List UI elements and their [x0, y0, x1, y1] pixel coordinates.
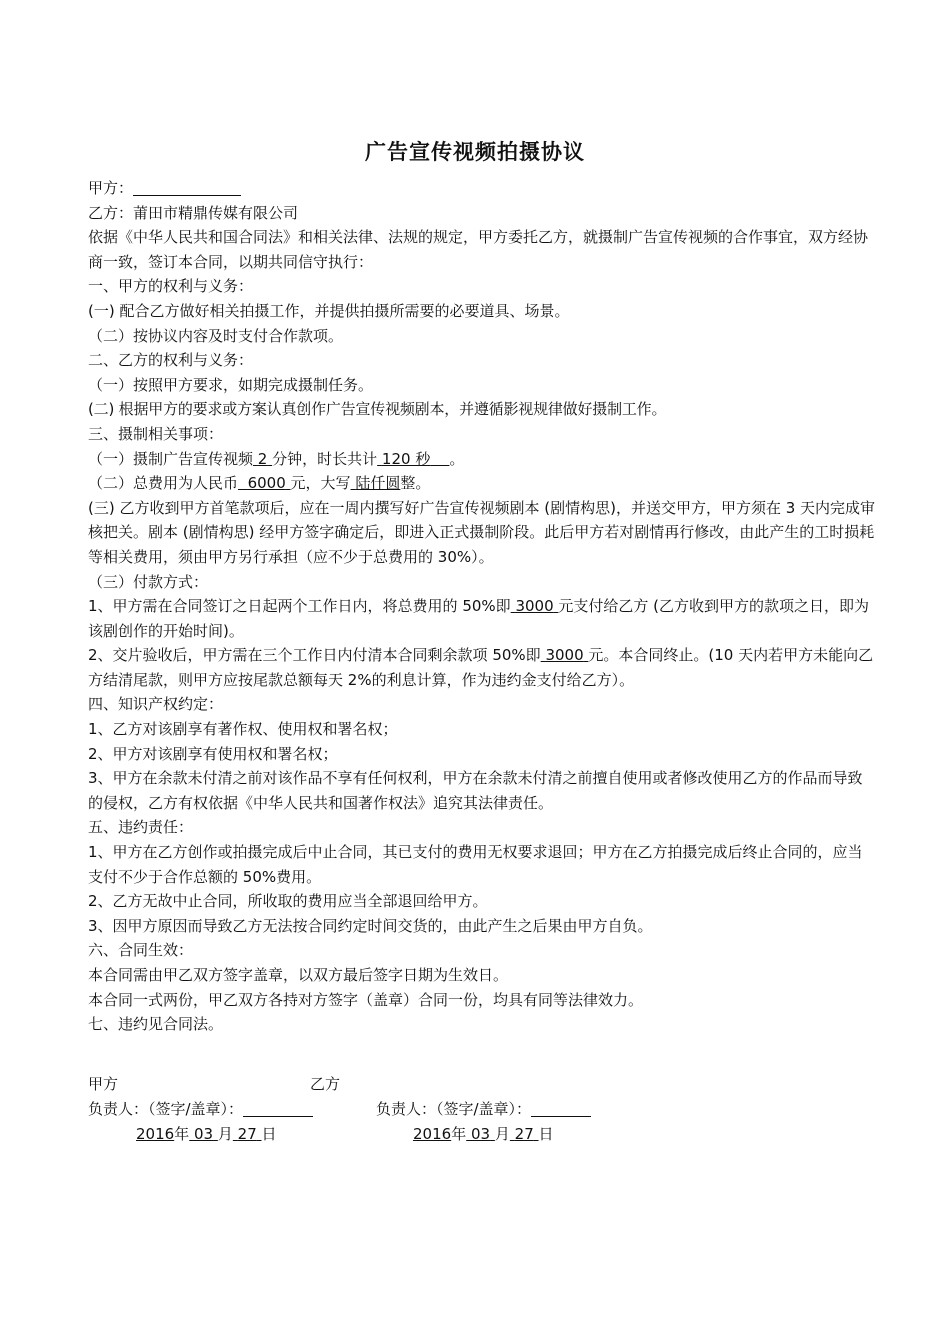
section-3-item-1 [88, 447, 876, 472]
day-unit: 日 [261, 1125, 277, 1143]
seconds-value: 120 秒 [381, 449, 431, 468]
section-2-item-2: (二) 根据甲方的要求或方案认真创作广告宣传视频剧本，并遵循影视规律做好摄制工作。 [88, 400, 667, 419]
section-4-item-2: 2、甲方对该剧享有使用权和署名权； [88, 744, 338, 763]
party-a-signature-blank [243, 1100, 313, 1117]
section-4-item-1: 1、乙方对该剧享有著作权、使用权和署名权； [88, 720, 398, 739]
party-a-line [88, 176, 876, 201]
section-6-title: 六、合同生效： [88, 941, 194, 960]
payment-clause-1 [88, 594, 876, 643]
section-5-item-2: 2、乙方无故中止合同，所收取的费用应当全部退回给甲方。 [88, 892, 488, 911]
section-1-title: 一、甲方的权利与义务： [88, 277, 254, 296]
fee-amount-cn-value: 陆仟圆 [355, 474, 401, 493]
section-3-item-4: （三）付款方式： [88, 572, 209, 591]
day-field [510, 1125, 539, 1143]
section-5-item-1: 1、甲方在乙方创作或拍摄完成后中止合同，其已支付的费用无权要求退回；甲方在乙方拍摄完成后终止合同的，应当支付不少于合作总额的 50%费用。 [88, 843, 863, 886]
signer-label: 负责人：（签字/盖章）： [88, 1100, 244, 1118]
year-value: 2016 [136, 1125, 175, 1143]
fee-amount-cn [351, 474, 401, 492]
party-b-line: 乙方：莆田市精鼎传媒有限公司 [88, 203, 299, 222]
party-b-date [413, 1123, 554, 1144]
party-a-date [136, 1123, 277, 1144]
party-a-signer [88, 1098, 313, 1119]
intro-paragraph: 依据《中华人民共和国合同法》和相关法律、法规的规定，甲方委托乙方，就摄制广告宣传视频的合作事宜，双方经协商一致，签订本合同，以期共同信守执行： [88, 228, 869, 271]
item-text: 分钟，时长共计 [272, 449, 378, 468]
section-5-item-3: 3、因甲方原因而导致乙方无法按合同约定时间交货的，由此产生之后果由甲方自负。 [88, 916, 653, 935]
item-text: 元，大写 [290, 474, 351, 493]
clause-text: 元支付给乙方 (乙方收到甲方的款项之日，即为该剧创作的开始时间)。 [88, 597, 870, 640]
year-unit: 年 [451, 1125, 467, 1143]
item-text: （二）总费用为人民币 [88, 474, 239, 493]
first-payment-value: 3000 [515, 597, 554, 616]
clause-text: 1、甲方需在合同签订之日起两个工作日内，将总费用的 50%即 [88, 597, 511, 616]
day-value: 27 [514, 1125, 534, 1143]
section-4-item-3: 3、甲方在余款未付清之前对该作品不享有任何权利，甲方在余款未付清之前擅自使用或者修改使用乙方的作品而导致的侵权，乙方有权依据《中华人民共和国著作权法》追究其法律责任。 [88, 769, 863, 812]
day-unit: 日 [538, 1125, 554, 1143]
section-7-title: 七、违约见合同法。 [88, 1015, 224, 1034]
section-5-title: 五、违约责任： [88, 818, 194, 837]
month-unit: 月 [217, 1125, 233, 1143]
party-b-signature-blank [531, 1100, 591, 1117]
contract-body [88, 176, 876, 1037]
clause-text: 元。本合同终止。(10 天内若甲方未能向乙方结清尾款，则甲方应按尾款总额每天 2%的利息计算，作为违约金支付给乙方）。 [88, 646, 874, 689]
signer-label: 负责人：（签字/盖章）： [376, 1100, 532, 1118]
first-payment [511, 597, 559, 615]
minutes-value: 2 [257, 449, 268, 468]
payment-clause-2 [88, 643, 876, 692]
final-payment-value: 3000 [545, 646, 584, 665]
year-value: 2016 [413, 1125, 452, 1143]
document-title: 广告宣传视频拍摄协议 [365, 140, 585, 164]
section-1-item-1: (一) 配合乙方做好相关拍摄工作，并提供拍摄所需要的必要道具、场景。 [88, 301, 570, 320]
party-b-sign-label: 乙方 [310, 1075, 341, 1093]
month-unit: 月 [494, 1125, 510, 1143]
section-2-item-1: （一）按照甲方要求，如期完成摄制任务。 [88, 375, 374, 394]
section-2-title: 二、乙方的权利与义务： [88, 351, 254, 370]
video-minutes [253, 450, 272, 468]
section-3-item-3: (三) 乙方收到甲方首笔款项后，应在一周内撰写好广告宣传视频剧本 (剧情构思)，并送交甲方，甲方须在 3 天内完成审核把关。剧本 (剧情构思) 经甲方签字确定后，即进入正式摄制阶段。此后甲方若对剧情再行修改，由此产生的工时损耗等相关费用，须由甲方另行承担（应不少于总费用的 30%）。 [88, 498, 876, 566]
final-payment [541, 646, 589, 664]
section-4-title: 四、知识产权约定： [88, 695, 224, 714]
day-value: 27 [237, 1125, 257, 1143]
item-text: （一）摄制广告宣传视频 [88, 449, 254, 468]
section-3-title: 三、摄制相关事项： [88, 424, 224, 443]
section-3-item-2 [88, 471, 876, 496]
clause-text: 2、交片验收后，甲方需在三个工作日内付清本合同剩余款项 50%即 [88, 646, 541, 665]
party-a-label: 甲方： [88, 179, 134, 197]
fee-amount [238, 474, 291, 492]
month-value: 03 [470, 1125, 491, 1143]
video-seconds [377, 450, 449, 468]
party-a-blank [133, 179, 241, 196]
item-text: 。 [449, 449, 465, 468]
month-field [189, 1125, 218, 1143]
party-a-sign-label: 甲方 [88, 1075, 119, 1093]
section-1-item-2: （二）按协议内容及时支付合作款项。 [88, 326, 344, 345]
year-unit: 年 [174, 1125, 190, 1143]
section-6-item-2: 本合同一式两份，甲乙双方各持对方签字（盖章）合同一份，均具有同等法律效力。 [88, 990, 644, 1009]
month-value: 03 [193, 1125, 214, 1143]
month-field [466, 1125, 495, 1143]
section-6-item-1: 本合同需由甲乙双方签字盖章，以双方最后签字日期为生效日。 [88, 966, 509, 984]
fee-amount-value: 6000 [247, 474, 286, 493]
day-field [233, 1125, 262, 1143]
party-b-signer [376, 1098, 591, 1119]
item-text: 整。 [400, 474, 431, 493]
